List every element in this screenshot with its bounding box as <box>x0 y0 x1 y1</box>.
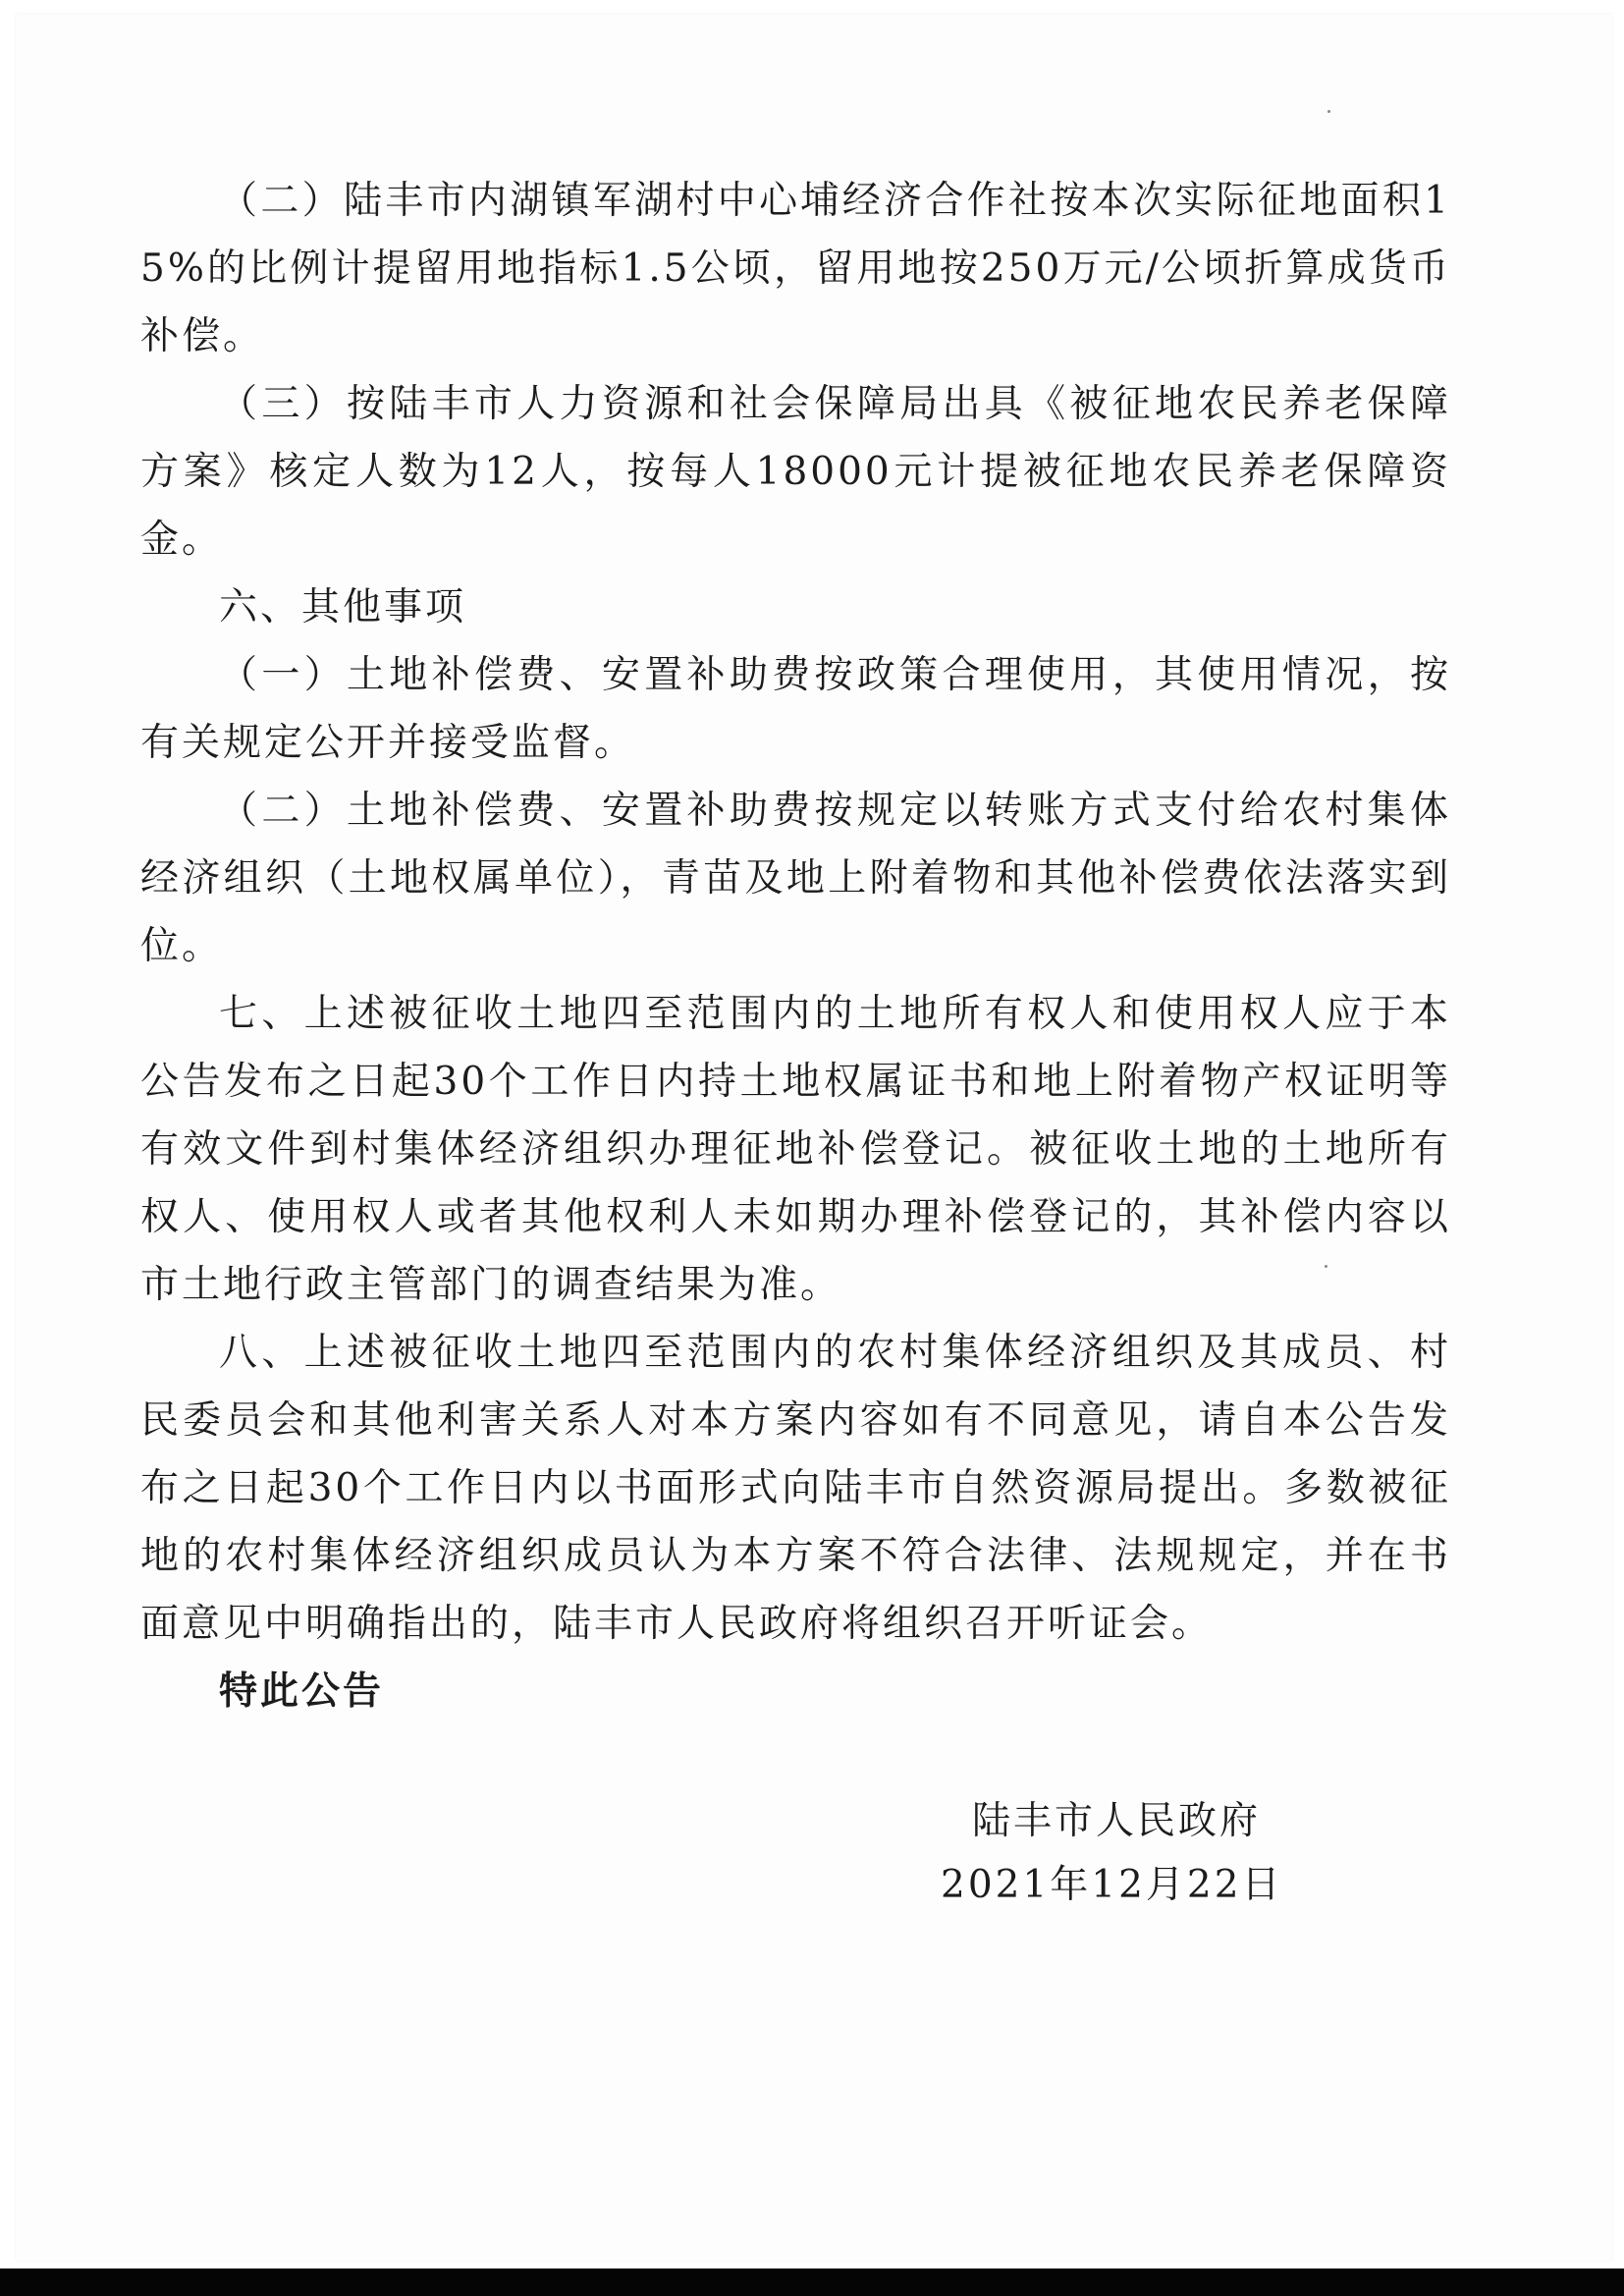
scan-speck <box>1327 110 1330 113</box>
scan-bottom-edge <box>0 2269 1624 2296</box>
scan-speck <box>1325 1265 1327 1268</box>
paragraph-reserved-land: （二）陆丰市内湖镇军湖村中心埔经济合作社按本次实际征地面积15%的比例计提留用地指标1.5公顷，留用地按250万元/公顷折算成货币补偿。 <box>140 179 1451 358</box>
paragraph-pension-fund: （三）按陆丰市人力资源和社会保障局出具《被征地农民养老保障方案》核定人数为12人，按每人18000元计提被征地农民养老保障资金。 <box>140 382 1451 562</box>
issue-date: 2021年12月22日 <box>941 1863 1283 1907</box>
paragraph-registration: 七、上述被征收土地四至范围内的土地所有权人和使用权人应于本公告发布之日起30个工作日内持土地权属证书和地上附着物产权证明等有效文件到村集体经济组织办理征地补偿登记。被征收土地的土地所有权人、使用权人或者其他权利人未如期办理补偿登记的，其补偿内容以市土地行政主管部门的调查结果为准。 <box>140 992 1451 1307</box>
closing-statement: 特此公告 <box>219 1668 385 1714</box>
paragraph-objection-hearing: 八、上述被征收土地四至范围内的农村集体经济组织及其成员、村民委员会和其他利害关系人对本方案内容如有不同意见，请自本公告发布之日起30个工作日内以书面形式向陆丰市自然资源局提出。多数被征地的农村集体经济组织成员认为本方案不符合法律、法规规定，并在书面意见中明确指出的，陆丰市人民政府将组织召开听证会。 <box>140 1331 1451 1646</box>
paragraph-fee-payment: （二）土地补偿费、安置补助费按规定以转账方式支付给农村集体经济组织（土地权属单位），青苗及地上附着物和其他补偿费依法落实到位。 <box>140 789 1451 968</box>
section-heading-other-matters: 六、其他事项 <box>219 585 467 629</box>
issuer-name: 陆丰市人民政府 <box>972 1799 1262 1843</box>
paragraph-fee-usage: （一）土地补偿费、安置补助费按政策合理使用，其使用情况，按有关规定公开并接受监督。 <box>140 653 1451 765</box>
